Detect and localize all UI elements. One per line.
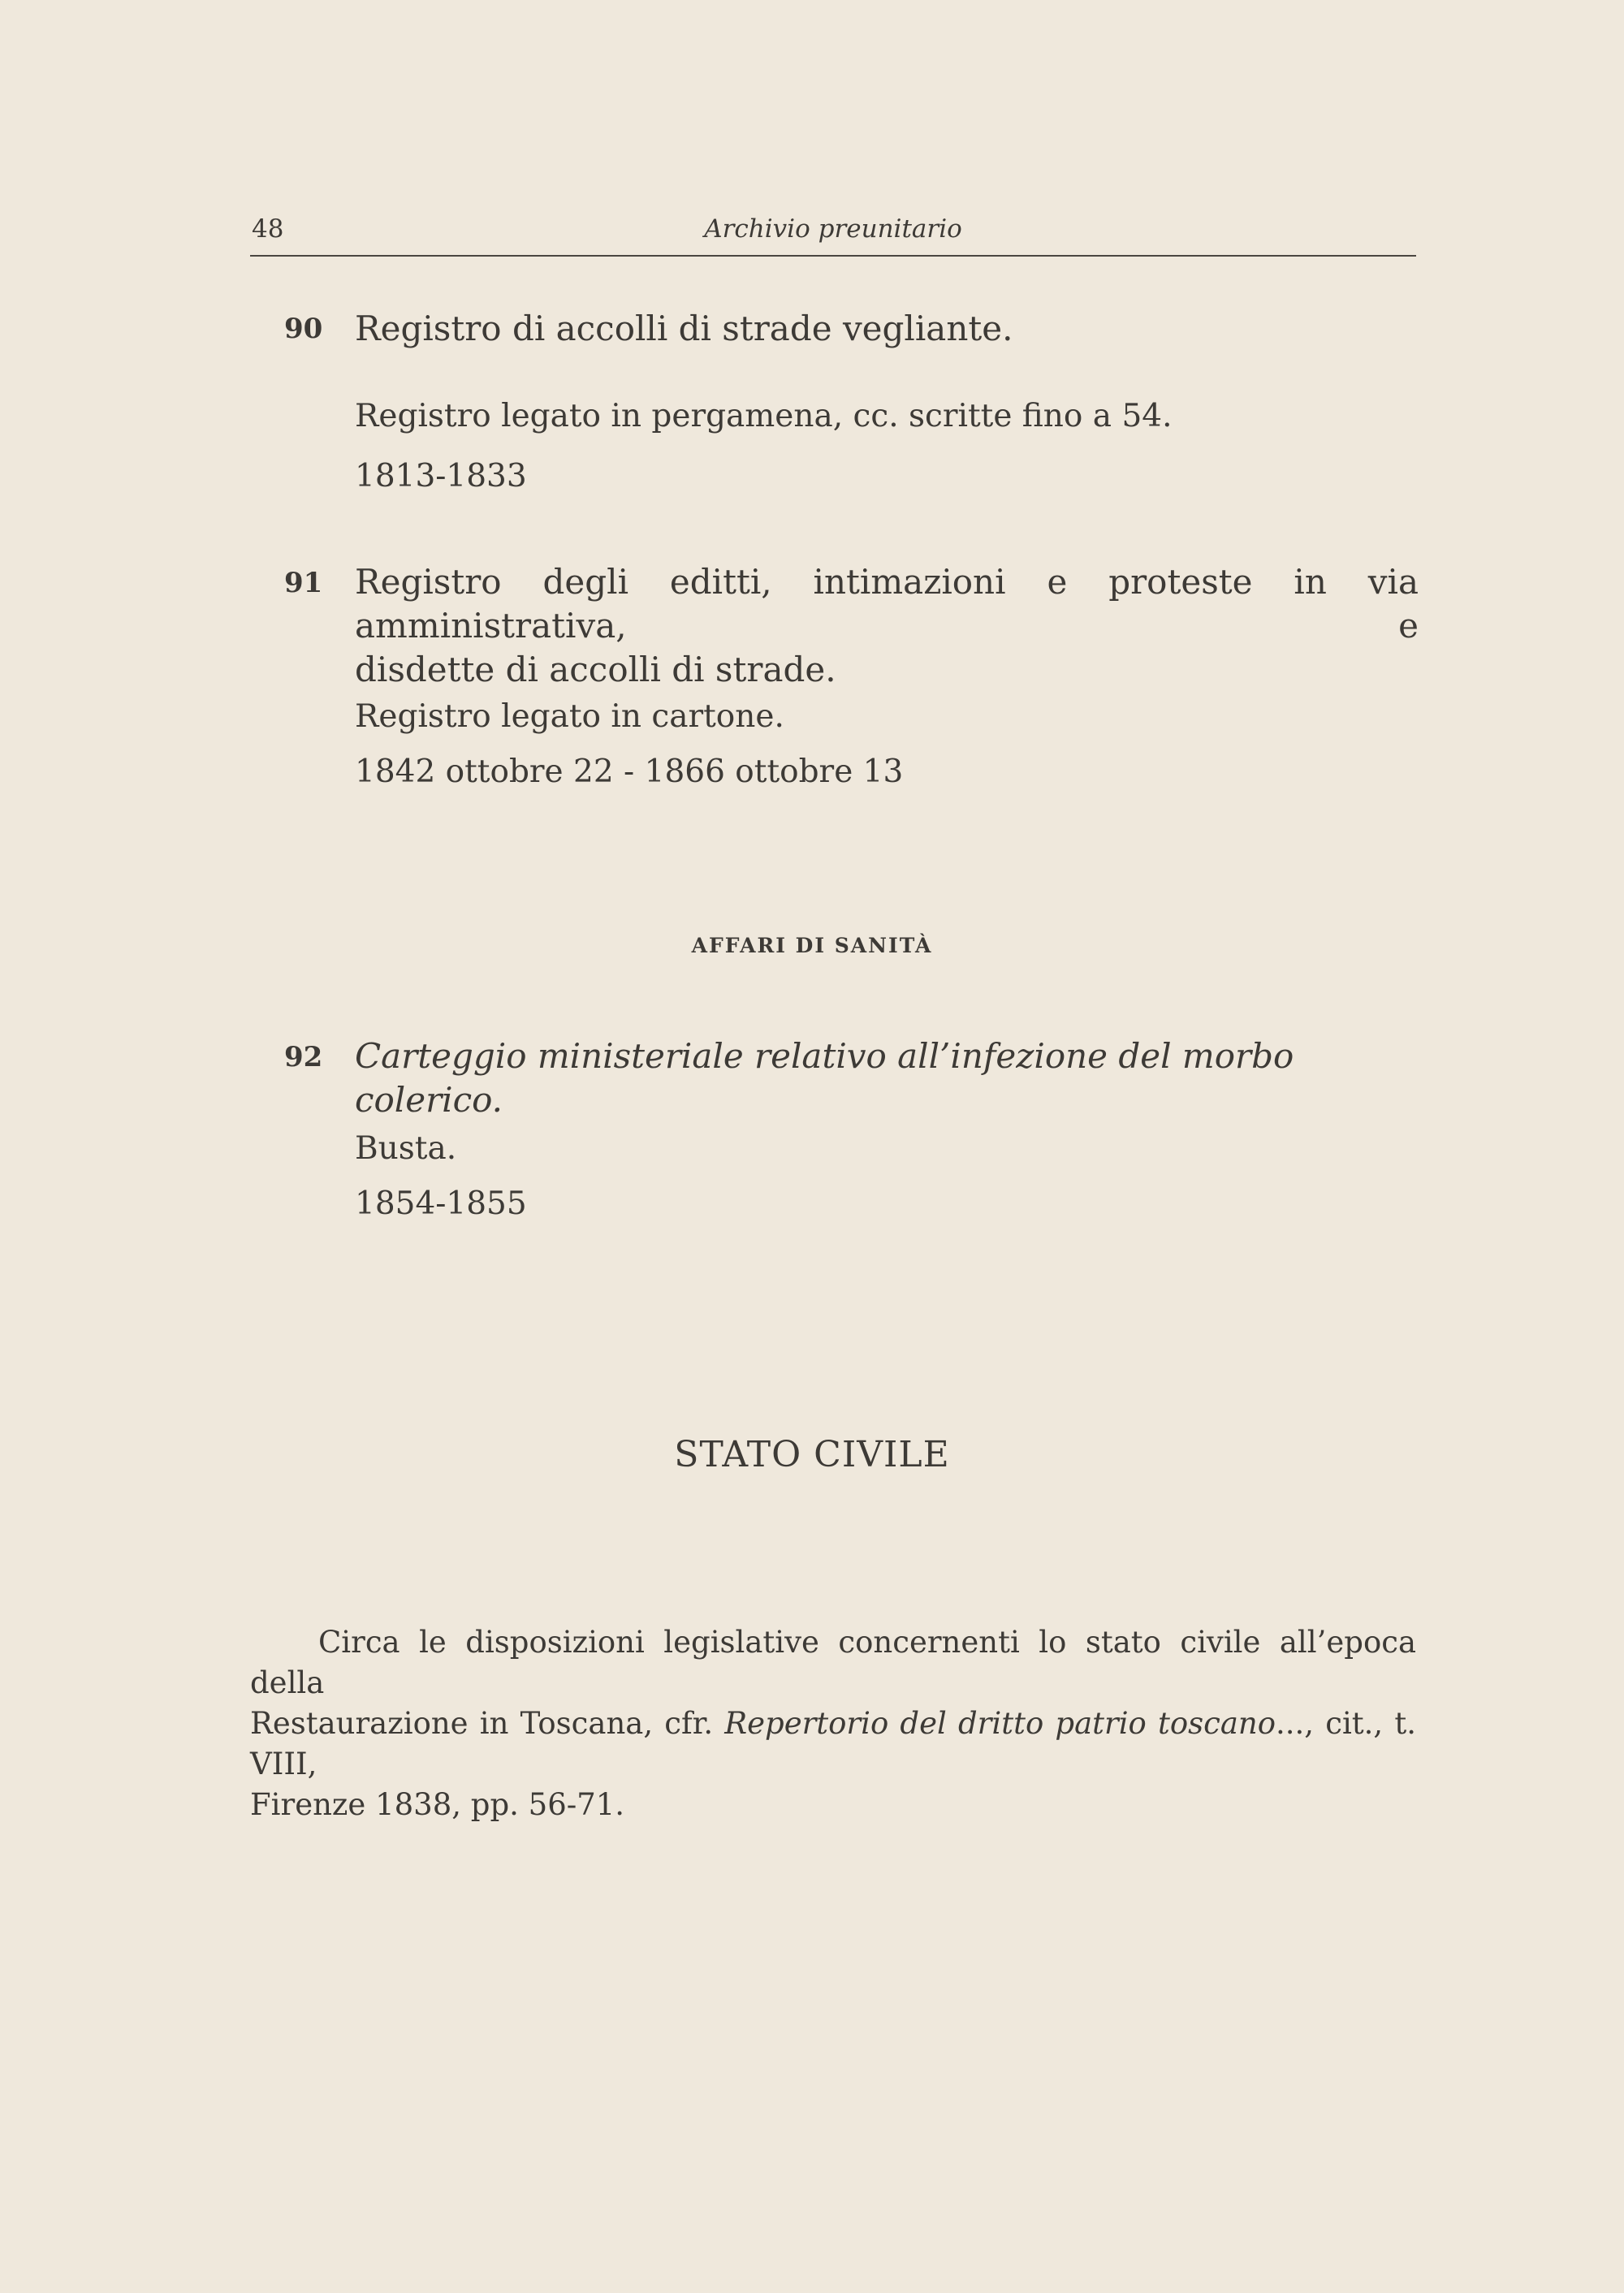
entry-dates: 1842 ottobre 22 - 1866 ottobre 13 xyxy=(355,754,904,790)
page-number: 48 xyxy=(252,214,284,244)
text-run: Restaurazione in Toscana, cfr. xyxy=(250,1706,725,1741)
entry-description: Busta. xyxy=(355,1130,457,1167)
entry-description: Registro legato in cartone. xyxy=(355,698,784,735)
entry-title: Carteggio ministeriale relativo all’infezione del morbo colerico. xyxy=(355,1036,1294,1120)
entry-dates: 1813-1833 xyxy=(355,458,527,494)
page-header xyxy=(250,211,1416,257)
section-heading-stato-civile: STATO CIVILE xyxy=(674,1434,950,1475)
entry-dates: 1854-1855 xyxy=(355,1185,527,1222)
running-title: Archivio preunitario xyxy=(704,214,962,244)
paragraph-line: Circa le disposizioni legislative concernenti lo stato civile all’epoca della xyxy=(250,1625,1416,1700)
paragraph-line: Firenze 1838, pp. 56-71. xyxy=(250,1787,625,1822)
entry-title: Registro di accolli di strade vegliante. xyxy=(355,309,1013,348)
entry-title xyxy=(355,560,1419,692)
intro-paragraph xyxy=(250,1622,1416,1825)
entry-number: 90 xyxy=(284,313,323,345)
citation-title: Repertorio del dritto patrio toscano xyxy=(724,1706,1276,1741)
section-heading-affari-sanita: AFFARI DI SANITÀ xyxy=(691,934,933,957)
text-run: ..., cit., t. VIII, xyxy=(250,1706,1416,1781)
entry-title-line: disdette di accolli di strade. xyxy=(355,650,836,689)
entry-description: Registro legato in pergamena, cc. scritte fino a 54. xyxy=(355,398,1173,434)
entry-title-line: Registro degli editti, intimazioni e proteste in via amministrativa, e xyxy=(355,562,1419,646)
entry-number: 91 xyxy=(284,567,323,599)
paragraph-line xyxy=(250,1704,1416,1785)
entry-number: 92 xyxy=(284,1041,323,1073)
